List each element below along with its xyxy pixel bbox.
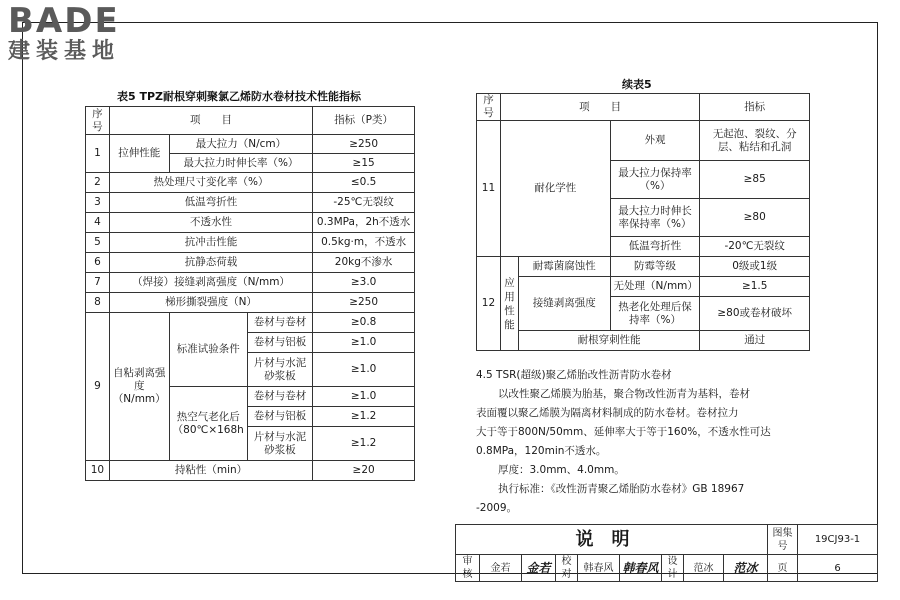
row-item: 无处理（N/mm） — [610, 277, 700, 297]
row-item: （焊接）接缝剥离强度（N/mm） — [109, 273, 312, 293]
table-row — [86, 213, 415, 233]
table5-continued — [476, 93, 810, 351]
row-value: ≥1.5 — [700, 277, 810, 297]
row-value: ≥1.2 — [313, 427, 415, 461]
table-row — [86, 273, 415, 293]
design-label: 设计 — [662, 555, 684, 582]
row-item: 不透水性 — [109, 213, 312, 233]
row-no: 12 — [477, 257, 501, 351]
row-item: 抗冲击性能 — [109, 233, 312, 253]
table-row — [477, 277, 810, 297]
table-row — [86, 313, 415, 333]
row-no: 10 — [86, 461, 110, 481]
table-row — [86, 293, 415, 313]
row-group: 拉伸性能 — [109, 135, 169, 173]
checker-signature: 韩春风 — [620, 555, 662, 582]
row-value: 0.3MPa，2h不透水 — [313, 213, 415, 233]
logo-sub: 建装基地 — [8, 39, 121, 64]
reviewer: 金若 — [480, 555, 522, 582]
row-subgroup: 耐霉菌腐蚀性 — [518, 257, 610, 277]
page-label: 页 — [768, 555, 798, 582]
row-value: 20kg不渗水 — [313, 253, 415, 273]
header-index: 指标（P类） — [313, 107, 415, 135]
row-item: 最大拉力（N/cm） — [169, 135, 313, 154]
section-line: 表面覆以聚乙烯膜为隔离材料制成的防水卷材。卷材拉力 — [476, 407, 739, 419]
section-line: 大于等于800N/50mm、延伸率大于等于160%，不透水性可达 — [476, 426, 771, 438]
section-line: 0.8MPa，120min不透水。 — [476, 445, 607, 457]
section-text — [476, 366, 816, 518]
row-no: 3 — [86, 193, 110, 213]
row-value: -25℃无裂纹 — [313, 193, 415, 213]
row-value: ≥1.0 — [313, 353, 415, 387]
table5c-title: 续表5 — [622, 78, 652, 91]
atlas-label: 图集号 — [768, 525, 798, 555]
row-item: 耐根穿刺性能 — [518, 331, 699, 351]
row-value: ≤0.5 — [313, 173, 415, 193]
row-value: ≥1.2 — [313, 407, 415, 427]
table5 — [85, 106, 415, 481]
review-label: 审核 — [456, 555, 480, 582]
row-item: 防霉等级 — [610, 257, 700, 277]
header-no: 序号 — [86, 107, 110, 135]
row-value: 无起泡、裂纹、分层、粘结和孔洞 — [700, 121, 810, 161]
row-item: 低温弯折性 — [610, 237, 700, 257]
row-value: 0.5kg·m，不透水 — [313, 233, 415, 253]
checker: 韩春风 — [578, 555, 620, 582]
row-item: 片材与水泥砂浆板 — [247, 353, 312, 387]
row-item: 最大拉力保持率（%） — [610, 161, 700, 199]
title-block-row — [456, 525, 878, 555]
table-row — [86, 253, 415, 273]
row-subgroup: 标准试验条件 — [169, 313, 247, 387]
row-subgroup: 接缝剥离强度 — [518, 277, 610, 331]
row-value: ≥250 — [313, 293, 415, 313]
designer-signature: 范冰 — [724, 555, 768, 582]
table-row — [86, 135, 415, 154]
row-value: ≥85 — [700, 161, 810, 199]
row-item: 卷材与卷材 — [247, 387, 312, 407]
row-item: 热处理尺寸变化率（%） — [109, 173, 312, 193]
row-value: ≥80或卷材破坏 — [700, 297, 810, 331]
check-label: 校对 — [556, 555, 578, 582]
section-standard: 执行标准：《改性沥青聚乙烯胎防水卷材》GB 18967 — [498, 483, 745, 495]
row-value: ≥3.0 — [313, 273, 415, 293]
row-group: 耐化学性 — [500, 121, 610, 257]
header-no: 序号 — [477, 94, 501, 121]
section-thickness: 厚度：3.0mm、4.0mm。 — [498, 464, 625, 476]
logo — [8, 1, 121, 66]
row-value: -20℃无裂纹 — [700, 237, 810, 257]
row-no: 4 — [86, 213, 110, 233]
title-block — [455, 524, 878, 582]
section-standard-cont: -2009。 — [476, 502, 518, 514]
table-row — [86, 233, 415, 253]
row-value: ≥20 — [313, 461, 415, 481]
row-value: ≥1.0 — [313, 387, 415, 407]
row-no: 1 — [86, 135, 110, 173]
table-row — [86, 193, 415, 213]
row-no: 8 — [86, 293, 110, 313]
row-value: ≥0.8 — [313, 313, 415, 333]
section-line: 以改性聚乙烯膜为胎基，聚合物改性沥青为基料，卷材 — [498, 388, 750, 400]
row-subgroup: 热空气老化后（80℃×168h — [169, 387, 247, 461]
row-item: 最大拉力时伸长率（%） — [169, 154, 313, 173]
row-group: 应用性能 — [500, 257, 518, 351]
table-row — [477, 331, 810, 351]
row-no: 5 — [86, 233, 110, 253]
row-item: 抗静态荷载 — [109, 253, 312, 273]
row-item: 低温弯折性 — [109, 193, 312, 213]
title-name: 说明 — [456, 525, 768, 555]
row-value: ≥15 — [313, 154, 415, 173]
row-no: 6 — [86, 253, 110, 273]
table-row — [477, 257, 810, 277]
section-heading: 4.5 TSR(超级)聚乙烯胎改性沥青防水卷材 — [476, 369, 672, 381]
row-no: 2 — [86, 173, 110, 193]
row-item: 最大拉力时伸长率保持率（%） — [610, 199, 700, 237]
row-item: 热老化处理后保持率（%） — [610, 297, 700, 331]
row-item: 梯形撕裂强度（N） — [109, 293, 312, 313]
atlas-number: 19CJ93-1 — [798, 525, 878, 555]
reviewer-signature: 金若 — [522, 555, 556, 582]
row-value: 0级或1级 — [700, 257, 810, 277]
row-item: 卷材与铝板 — [247, 333, 312, 353]
row-item: 片材与水泥砂浆板 — [247, 427, 312, 461]
row-group: 自粘剥离强度（N/mm） — [109, 313, 169, 461]
table-row — [86, 173, 415, 193]
page-number: 6 — [798, 555, 878, 582]
table-row — [86, 461, 415, 481]
logo-main: BADE — [8, 1, 120, 41]
row-item: 卷材与铝板 — [247, 407, 312, 427]
header-index: 指标 — [700, 94, 810, 121]
table-row — [477, 94, 810, 121]
row-value: ≥80 — [700, 199, 810, 237]
header-item: 项 目 — [109, 107, 312, 135]
row-value: 通过 — [700, 331, 810, 351]
title-block-row — [456, 555, 878, 582]
row-no: 11 — [477, 121, 501, 257]
row-value: ≥250 — [313, 135, 415, 154]
row-value: ≥1.0 — [313, 333, 415, 353]
table5-title: 表5 TPZ耐根穿刺聚氯乙烯防水卷材技术性能指标 — [117, 90, 362, 103]
table-row — [477, 121, 810, 161]
row-no: 7 — [86, 273, 110, 293]
row-item: 外观 — [610, 121, 700, 161]
table-row — [86, 107, 415, 135]
row-item: 卷材与卷材 — [247, 313, 312, 333]
designer: 范冰 — [684, 555, 724, 582]
row-no: 9 — [86, 313, 110, 461]
header-item: 项 目 — [500, 94, 699, 121]
row-item: 持粘性（min） — [109, 461, 312, 481]
